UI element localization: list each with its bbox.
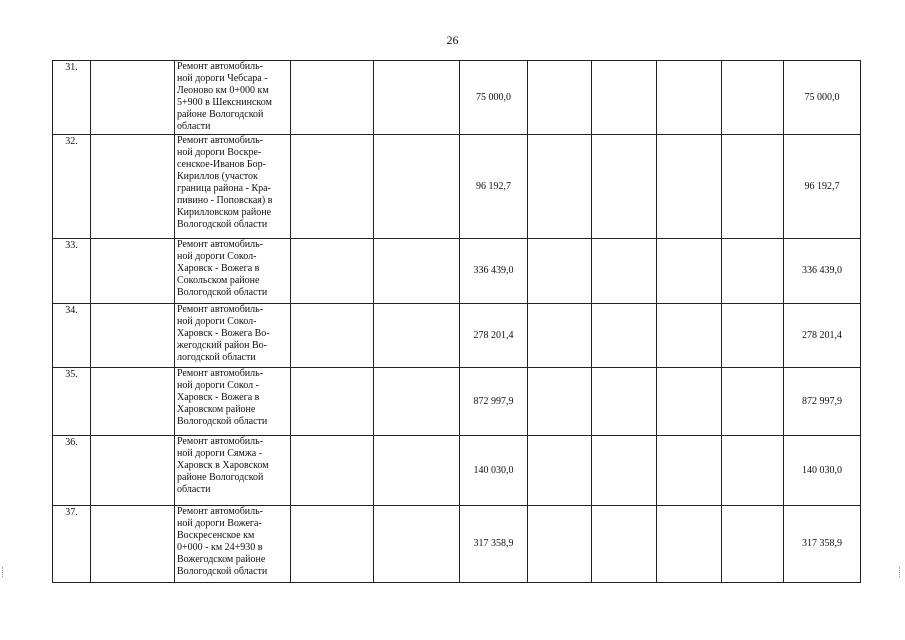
description-line: Сокольском районе	[177, 275, 260, 286]
empty-cell	[592, 61, 657, 135]
total-amount-cell: 872 997,9	[784, 368, 861, 436]
description-line: Вологодской области	[177, 287, 268, 298]
row-number-cell: 33.	[53, 239, 91, 304]
empty-cell	[528, 304, 592, 368]
empty-cell	[722, 61, 784, 135]
empty-cell	[592, 304, 657, 368]
description-line: жегодский район Во-	[177, 340, 268, 351]
empty-cell	[592, 368, 657, 436]
empty-cell	[722, 436, 784, 506]
empty-cell	[528, 506, 592, 583]
page-number: 26	[446, 33, 459, 47]
empty-cell	[592, 135, 657, 239]
object-description-cell	[175, 506, 291, 583]
row-number-cell: 31.	[53, 61, 91, 135]
empty-cell	[91, 61, 175, 135]
description-line: районе Вологодской	[177, 472, 264, 483]
description-line: ной дороги Воскре-	[177, 147, 262, 158]
empty-cell	[91, 436, 175, 506]
description-line: Ремонт автомобиль-	[177, 239, 264, 250]
description-line: 0+000 - км 24+930 в	[177, 542, 263, 553]
empty-cell	[91, 304, 175, 368]
empty-cell	[291, 239, 374, 304]
empty-cell	[722, 304, 784, 368]
description-line: Воскресенское км	[177, 530, 255, 541]
row-number-cell: 35.	[53, 368, 91, 436]
description-line: Ремонт автомобиль-	[177, 506, 264, 517]
scan-edge-mark-left	[2, 567, 6, 577]
amount-cell: 317 358,9	[460, 506, 528, 583]
empty-cell	[91, 368, 175, 436]
description-line: Вологодской области	[177, 416, 268, 427]
empty-cell	[374, 135, 460, 239]
description-line: Ремонт автомобиль-	[177, 135, 264, 146]
description-line: Кирилловском районе	[177, 207, 272, 218]
empty-cell	[722, 239, 784, 304]
empty-cell	[528, 436, 592, 506]
table-row	[53, 239, 861, 304]
budget-table	[52, 60, 861, 583]
table-body	[53, 61, 861, 583]
table-row	[53, 368, 861, 436]
row-number-cell: 36.	[53, 436, 91, 506]
empty-cell	[657, 506, 722, 583]
description-line: области	[177, 121, 211, 132]
total-amount-cell: 140 030,0	[784, 436, 861, 506]
description-line: Ремонт автомобиль-	[177, 368, 264, 379]
description-line: Ремонт автомобиль-	[177, 304, 264, 315]
object-description-cell	[175, 436, 291, 506]
description-line: Харовском районе	[177, 404, 256, 415]
description-line: Вологодской области	[177, 566, 268, 577]
object-description-cell	[175, 239, 291, 304]
table-row	[53, 135, 861, 239]
description-line: Харовск - Вожега Во-	[177, 328, 270, 339]
amount-cell: 278 201,4	[460, 304, 528, 368]
empty-cell	[291, 304, 374, 368]
empty-cell	[592, 239, 657, 304]
empty-cell	[592, 436, 657, 506]
description-line: ной дороги Чебсара -	[177, 73, 268, 84]
empty-cell	[291, 436, 374, 506]
total-amount-cell: 317 358,9	[784, 506, 861, 583]
empty-cell	[291, 61, 374, 135]
object-description-cell	[175, 61, 291, 135]
amount-cell: 140 030,0	[460, 436, 528, 506]
table-row	[53, 506, 861, 583]
description-line: Вожегодском районе	[177, 554, 266, 565]
object-description-cell	[175, 368, 291, 436]
scan-edge-mark-right	[899, 567, 903, 577]
empty-cell	[528, 135, 592, 239]
description-line: ной дороги Сокол-	[177, 316, 257, 327]
description-line: Харовск - Вожега в	[177, 263, 260, 274]
table-row	[53, 61, 861, 135]
empty-cell	[657, 436, 722, 506]
empty-cell	[374, 304, 460, 368]
row-number-cell: 34.	[53, 304, 91, 368]
total-amount-cell: 96 192,7	[784, 135, 861, 239]
object-description-cell	[175, 135, 291, 239]
empty-cell	[374, 436, 460, 506]
empty-cell	[722, 506, 784, 583]
empty-cell	[291, 368, 374, 436]
description-line: пивино - Поповская) в	[177, 195, 273, 206]
amount-cell: 336 439,0	[460, 239, 528, 304]
description-line: ной дороги Сокол -	[177, 380, 259, 391]
description-line: ной дороги Сокол-	[177, 251, 257, 262]
row-number-cell: 32.	[53, 135, 91, 239]
description-line: 5+900 в Шекснинском	[177, 97, 272, 108]
total-amount-cell: 278 201,4	[784, 304, 861, 368]
description-line: Вологодской области	[177, 219, 268, 230]
empty-cell	[657, 135, 722, 239]
empty-cell	[91, 135, 175, 239]
description-line: Ремонт автомобиль-	[177, 436, 264, 447]
empty-cell	[722, 135, 784, 239]
empty-cell	[374, 506, 460, 583]
description-line: сенское-Иванов Бор-	[177, 159, 266, 170]
empty-cell	[91, 239, 175, 304]
empty-cell	[722, 368, 784, 436]
table-row	[53, 304, 861, 368]
amount-cell: 96 192,7	[460, 135, 528, 239]
empty-cell	[657, 239, 722, 304]
amount-cell: 75 000,0	[460, 61, 528, 135]
description-line: логодской области	[177, 352, 256, 363]
description-line: Харовск - Вожега в	[177, 392, 260, 403]
empty-cell	[657, 304, 722, 368]
empty-cell	[374, 61, 460, 135]
empty-cell	[528, 61, 592, 135]
description-line: районе Вологодской	[177, 109, 264, 120]
table-row	[53, 436, 861, 506]
empty-cell	[374, 239, 460, 304]
amount-cell: 872 997,9	[460, 368, 528, 436]
description-line: Ремонт автомобиль-	[177, 61, 264, 72]
description-line: ной дороги Сямжа -	[177, 448, 263, 459]
empty-cell	[528, 368, 592, 436]
total-amount-cell: 75 000,0	[784, 61, 861, 135]
object-description-cell	[175, 304, 291, 368]
empty-cell	[592, 506, 657, 583]
empty-cell	[291, 135, 374, 239]
description-line: граница района - Кра-	[177, 183, 271, 194]
empty-cell	[657, 61, 722, 135]
empty-cell	[91, 506, 175, 583]
description-line: Кириллов (участок	[177, 171, 258, 182]
description-line: области	[177, 484, 211, 495]
empty-cell	[657, 368, 722, 436]
empty-cell	[291, 506, 374, 583]
empty-cell	[374, 368, 460, 436]
row-number-cell: 37.	[53, 506, 91, 583]
description-line: Харовск в Харовском	[177, 460, 269, 471]
total-amount-cell: 336 439,0	[784, 239, 861, 304]
empty-cell	[528, 239, 592, 304]
description-line: ной дороги Вожега-	[177, 518, 262, 529]
description-line: Леоново км 0+000 км	[177, 85, 269, 96]
